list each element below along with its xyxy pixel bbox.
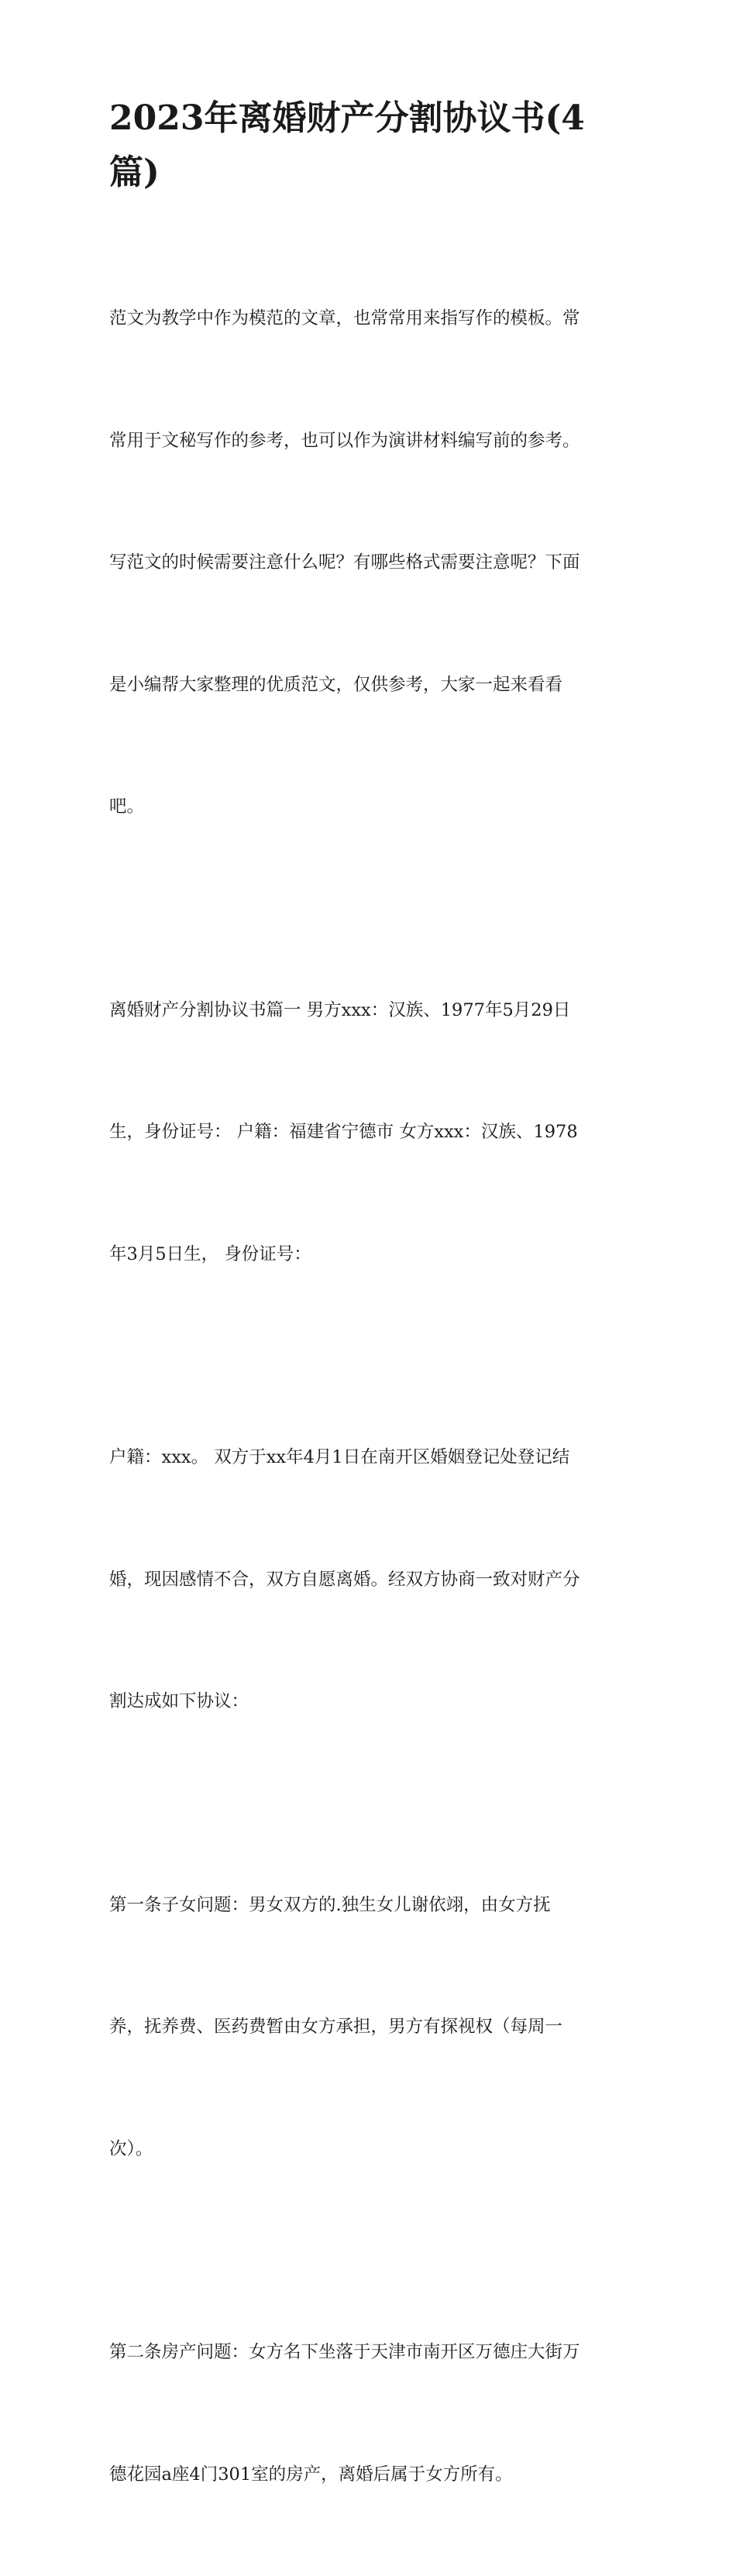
text-line: 割达成如下协议：: [109, 1691, 249, 1711]
text-line: 离婚财产分割协议书篇一 男方xxx：汉族、1977年5月29日: [109, 999, 571, 1020]
text-line: 写范文的时候需要注意什么呢？有哪些格式需要注意呢？下面: [109, 552, 580, 573]
title-line-1: 2023年离婚财产分割协议书(4: [109, 98, 585, 138]
text-line: 第一条子女问题：男女双方的.独生女儿谢依翊，由女方抚: [109, 1894, 551, 1915]
paragraph-article-2: [109, 2251, 632, 2576]
document-page: [109, 91, 632, 2576]
text-line: 养，抚养费、医药费暂由女方承担，男方有探视权（每周一: [109, 2017, 563, 2037]
text-line: 婚，现因感情不合，双方自愿离婚。经双方协商一致对财产分: [109, 1569, 580, 1590]
text-line: 常用于文秘写作的参考，也可以作为演讲材料编写前的参考。: [109, 430, 580, 451]
text-line: 次）。: [109, 2138, 153, 2159]
paragraph-intro: [109, 217, 632, 909]
text-line: 第二条房产问题：女方名下坐落于天津市南开区万德庄大街万: [109, 2342, 580, 2362]
text-line: 德花园a座4门301室的房产，离婚后属于女方所有。: [109, 2464, 513, 2485]
paragraph-article-1: [109, 1804, 632, 2251]
text-line: 户籍：xxx。 双方于xx年4月1日在南开区婚姻登记处登记结: [109, 1447, 570, 1467]
text-line: 年3月5日生， 身份证号：: [109, 1243, 311, 1264]
text-line: 范文为教学中作为模范的文章，也常常用来指写作的模板。常: [109, 308, 580, 328]
text-line: 吧。: [109, 796, 145, 817]
text-line: 生，身份证号： 户籍：福建省宁德市 女方xxx：汉族、1978: [109, 1122, 578, 1142]
document-title: [109, 91, 632, 200]
paragraph-agreement: [109, 1356, 632, 1804]
title-line-2: 篇): [109, 153, 160, 192]
paragraph-parties: [109, 909, 632, 1357]
text-line: 是小编帮大家整理的优质范文，仅供参考，大家一起来看看: [109, 674, 563, 695]
